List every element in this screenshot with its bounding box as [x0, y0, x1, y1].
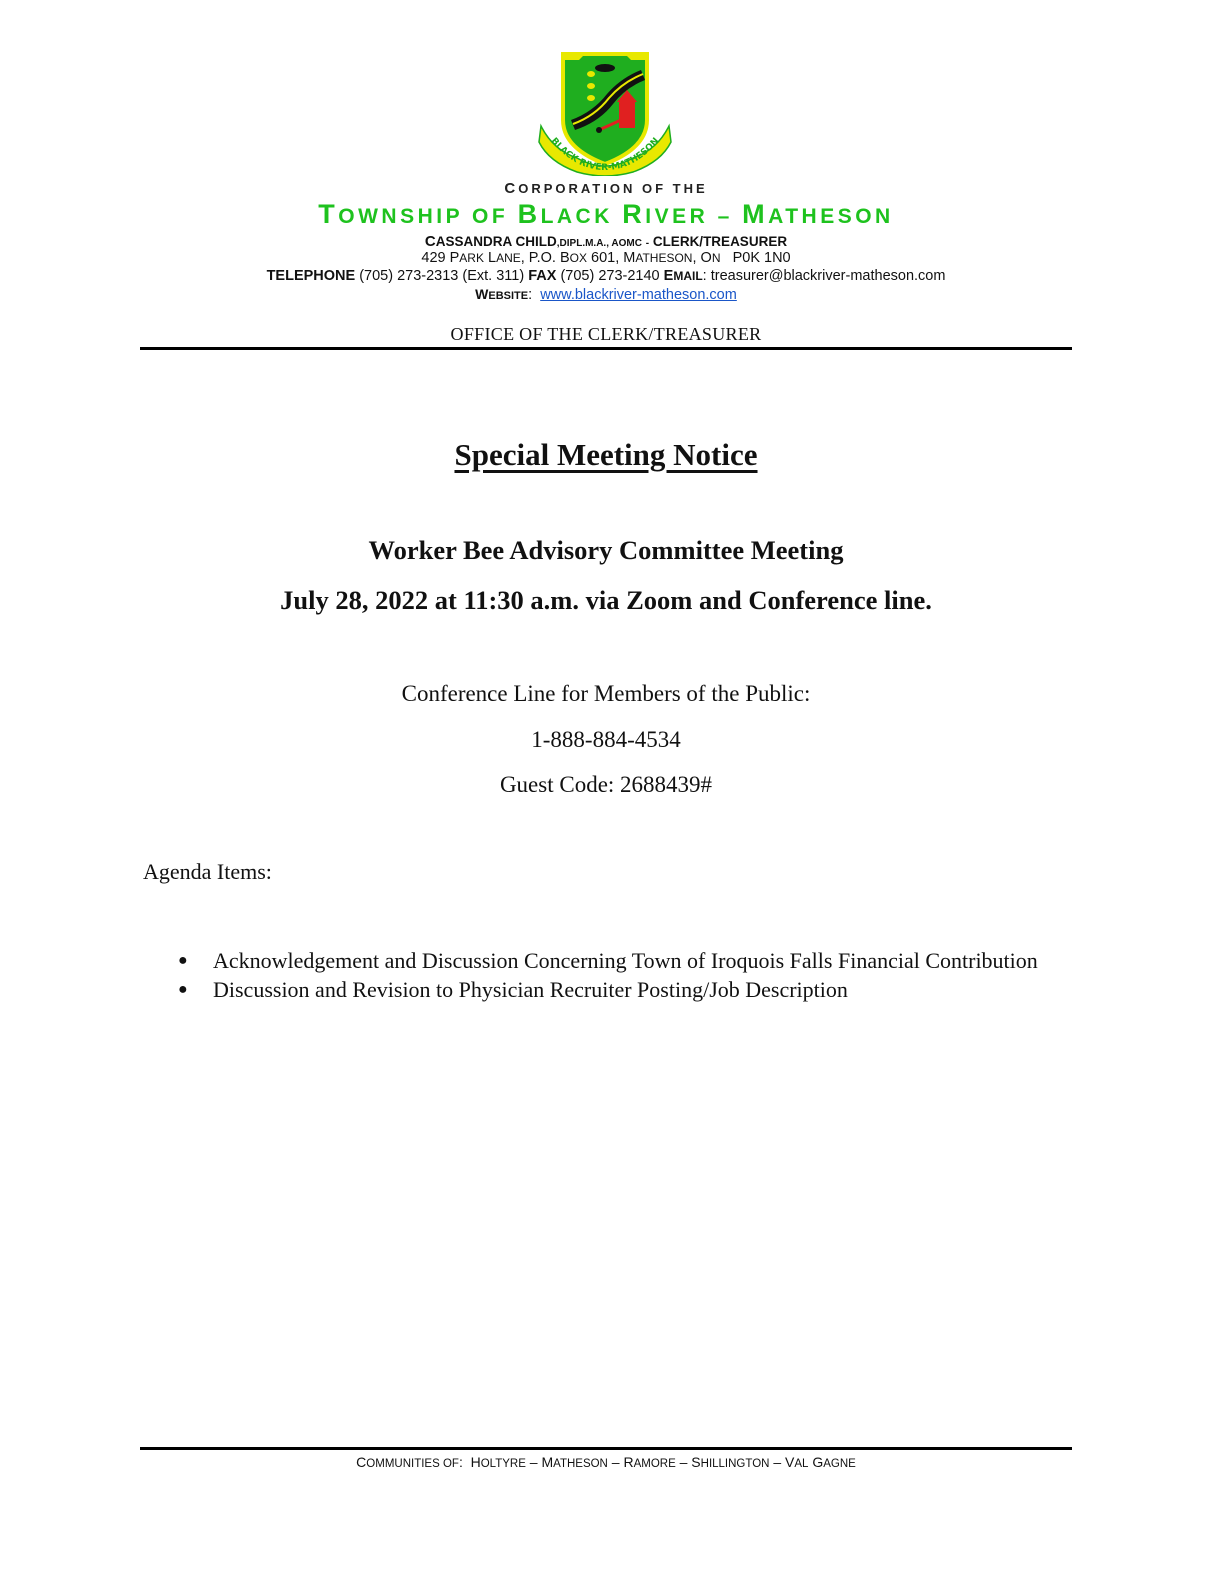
address-line: 429 PARK LANE, P.O. BOX 601, MATHESON, ON P0K 1N0 [421, 250, 791, 266]
telephone-number: (705) 273-2313 (Ext. 311) [359, 268, 525, 284]
email-address[interactable]: treasurer@blackriver-matheson.com [710, 268, 946, 284]
bullet-icon: ● [178, 952, 188, 969]
crest-text: BLACK RIVER-MATHESON [548, 136, 662, 174]
corporation-line: CORPORATION OF THE [504, 180, 708, 197]
communities-footer: COMMUNITIES OF: HOLTYRE – MATHESON – RAMORE – SHILLINGTON – VAL GAGNE [356, 1454, 856, 1470]
office-heading: OFFICE OF THE CLERK/TREASURER [450, 324, 762, 344]
notice-title: Special Meeting Notice [454, 437, 758, 472]
conference-phone: 1-888-884-4534 [531, 727, 681, 752]
agenda-item-text: Discussion and Revision to Physician Recruiter Posting/Job Description [213, 977, 848, 1002]
website-link[interactable]: www.blackriver-matheson.com [540, 287, 737, 303]
agenda-list [175, 946, 1038, 1004]
contact-line: TELEPHONE (705) 273-2313 (Ext. 311) FAX (705) 273-2140 EMAIL: treasurer@blackriver-matheson.com [266, 268, 946, 284]
bullet-icon: ● [178, 981, 188, 998]
meeting-name: Worker Bee Advisory Committee Meeting [368, 535, 844, 565]
telephone-label: TELEPHONE [266, 268, 356, 284]
header-divider [140, 347, 1072, 350]
township-name: TOWNSHIP OF BLACK RIVER – MATHESON [318, 199, 894, 229]
fax-number: (705) 273-2140 [560, 268, 660, 284]
clerk-line: CASSANDRA CHILD,DIPL.M.A., AOMC - CLERK/TREASURER [424, 233, 788, 250]
list-item [175, 946, 1038, 975]
guest-code: Guest Code: 2688439# [499, 772, 713, 797]
agenda-item-text: Acknowledgement and Discussion Concerning Town of Iroquois Falls Financial Contribution [213, 948, 1038, 973]
meeting-datetime: July 28, 2022 at 11:30 a.m. via Zoom and Conference line. [280, 585, 932, 615]
list-item [175, 975, 1038, 1004]
conference-label: Conference Line for Members of the Public: [401, 681, 811, 706]
footer-divider [140, 1447, 1072, 1450]
agenda-label: Agenda Items: [143, 859, 272, 884]
township-crest-logo [533, 50, 677, 176]
fax-label: FAX [528, 268, 557, 284]
website-line: WEBSITE: www.blackriver-matheson.com [475, 286, 737, 303]
